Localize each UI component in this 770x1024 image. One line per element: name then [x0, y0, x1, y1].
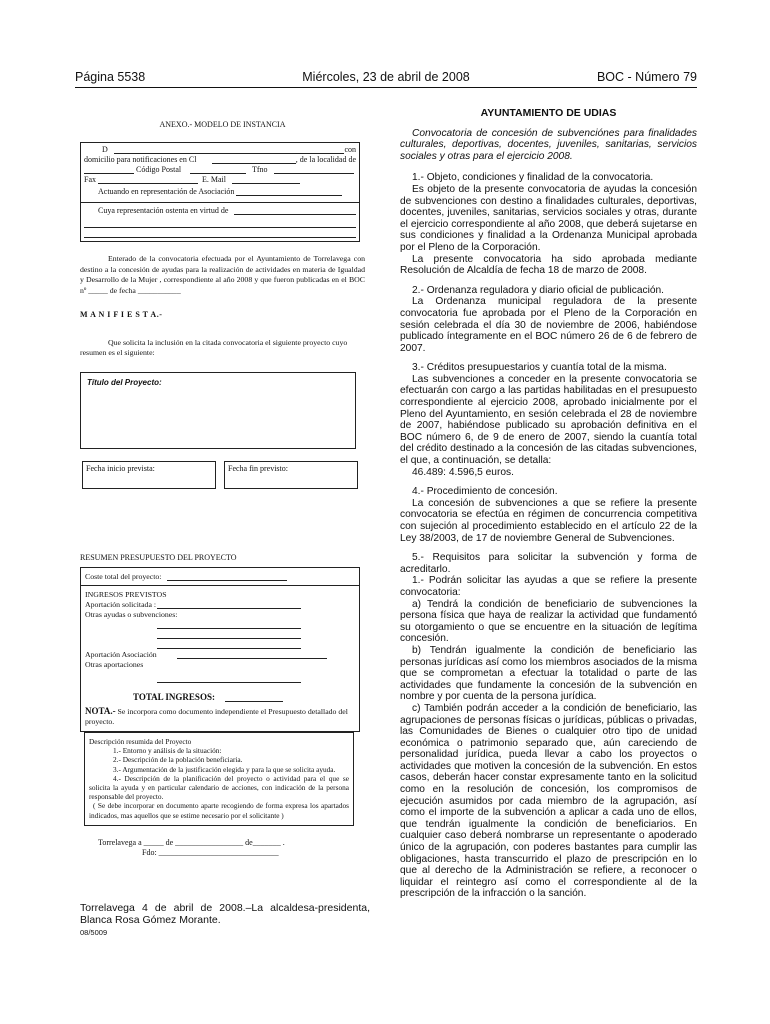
con-label: con [344, 145, 356, 154]
association-contribution-field[interactable] [177, 651, 327, 659]
requested-contribution-field[interactable] [157, 601, 301, 609]
enterado-paragraph: Enterado de la convocatoria efectuada por el Ayuntamiento de Torrelavega con destino a la concesión de ayudas para la realización de actividades en materia de Igualdad y Desarrollo de la Mujer , correspondiente al año 2008 y que fueron publicadas en el BOC nº _____ de fecha ___________ [80, 254, 365, 295]
section-paragraph: b) Tendrán igualmente la condición de beneficiario las personas jurídicas así como los miembros asociados de la misma que se comprometan a efectuar la totalidad o parte de las actividades que fundamente la concesión de la subvención en nombre y por cuenta de la persona jurídica. [400, 644, 697, 703]
d-label: D [102, 145, 108, 154]
signature-text: Torrelavega 4 de abril de 2008.–La alcaldesa-presidenta, Blanca Rosa Gómez Morante. [80, 902, 370, 926]
section-heading: 3.- Créditos presupuestarios y cuantía total de la misma. [412, 362, 667, 374]
tfno-label: Tfno [252, 165, 268, 174]
right-column [400, 108, 697, 900]
income-label: INGRESOS PREVISTOS [85, 590, 167, 599]
description-note: ( Se debe incorporar en documento aparte recogiendo de forma expresa los apartados indicados, mas aquellos que se estime necesario por el solicitante ) [89, 801, 349, 820]
annex-form [80, 120, 365, 858]
total-cost-label: Coste total del proyecto: [85, 572, 162, 581]
locality-field[interactable] [84, 166, 134, 174]
issue-number: BOC - Número 79 [596, 70, 697, 84]
description-item: 1.- Entorno y análisis de la situación: [113, 746, 222, 756]
email-label: E. Mail [202, 175, 226, 184]
address-field[interactable] [212, 156, 296, 164]
section-heading: 2.- Ordenanza reguladora y diario oficial de publicación. [412, 284, 665, 296]
fax-field[interactable] [98, 176, 198, 184]
association-field[interactable] [236, 188, 342, 196]
section-title: AYUNTAMIENTO DE UDIAS [480, 107, 617, 119]
description-box [84, 732, 354, 826]
end-date-label: Fecha fin previsto: [228, 464, 288, 473]
name-field[interactable] [114, 146, 344, 154]
representation-label: Actuando en representación de Asociación [98, 187, 235, 196]
convocatoria-subtitle: Convocatoria de concesión de subvenciónes para finalidades culturales, deportivas, docentes, juveniles, sanitarias, servicios sociales y otras para el ejercicio 2008. [400, 127, 697, 162]
section-heading: 5.- Requisitos para solicitar la subvención y forma de acreditarlo. [400, 552, 697, 575]
section-heading: 1.- Objeto, condiciones y finalidad de la convocatoria. [412, 172, 654, 184]
description-item: 4.- Descripción de la planificación del proyecto o actividad para el que se solicita la ayuda y en particular calendario de acciones, con indicación de la persona responsable del proyecto. [89, 773, 349, 802]
manifiesta-heading: M A N I F I E S T A.- [80, 310, 163, 319]
ostenta-field[interactable] [234, 207, 356, 215]
section-paragraph: Es objeto de la presente convocatoria de ayudas la concesión de subvenciones con destino a finalidades culturales, deportivas, docentes, juveniles, sanitarias, servicios sociales y otras, durante el ejercicio correspondiente al año 2008, que deberá sujetarse en sus condiciones y finalidad a la Ordenanza Municipal aprobada por el Pleno de la Corporación. [400, 183, 697, 253]
header-rule [75, 87, 697, 88]
description-title: Descripción resumida del Proyecto [89, 737, 192, 746]
project-title-label: Título del Proyecto: [87, 378, 162, 387]
ostenta-field-line-3[interactable] [84, 229, 356, 238]
section-heading: 4.- Procedimiento de concesión. [412, 486, 558, 498]
other-aid-field-1[interactable] [157, 621, 301, 629]
note [85, 706, 355, 727]
section-paragraph: La Ordenanza municipal reguladora de la presente convocatoria fue aprobada por el Pleno de la Corporación en sesión celebrada el día 30 de noviembre de 2006, habiéndose publicado íntegramente en el BOC número 26 de 6 de febrero de 2007. [400, 296, 697, 354]
section-paragraph: 1.- Podrán solicitar las ayudas a que se refiere la presente convocatoria: [400, 575, 697, 598]
other-contributions-label: Otras aportaciones [85, 660, 144, 669]
domicilio-label: domicilio para notificaciones en Cl [84, 155, 197, 164]
section-paragraph: Las subvenciones a conceder en la presente convocatoria se efectuarán con cargo a las partidas habilitadas en el presupuesto correspondiente al ejercicio 2008, aprobado inicialmente por el Pleno del Ayuntamiento, en sesión celebrada el 28 de noviembre de 2007, habiéndose publicado su aprobación definitiva en el BOC número 6, de 9 de enero de 2007, siendo la cuantía total del crédito destinado a la concesión de las citadas subvenciones, el que, a continuación, se detalla: [400, 373, 697, 467]
section-paragraph: La concesión de subvenciones a que se refiere la presente convocatoria se efectúa en régimen de concurrencia competitiva con sujeción al procedimiento establecido en el artículo 22 de la Ley 38/2003, de 17 de noviembre General de Subvenciones. [400, 497, 697, 544]
localidad-label: , de la localidad de [295, 155, 356, 164]
email-field[interactable] [232, 176, 300, 184]
project-title-box[interactable] [80, 372, 356, 449]
other-contributions-field[interactable] [157, 675, 301, 683]
ostenta-label: Cuya representación ostenta en virtud de [98, 206, 229, 215]
section-paragraph: c) También podrán acceder a la condición de beneficiario, las agrupaciones de personas físicas o jurídicas, públicas o privadas, las Comunidades de Bienes o cualquier otro tipo de unidad económica o patrimonio separado que, aún careciendo de personalidad jurídica, pueda llevar a cabo los proyectos o actividades que motiven la concesión de la subvención. En estos casos, deberán hacer constar expresamente tanto en la solicitud como en la resolución de concesión, los compromisos de ejecución asumidos por cada miembro de la agrupación, así como el importe de la subvención a aplicar a cada uno de ellos, que tendrán igualmente la condición de beneficiarios. En cualquier caso deberá nombrarse un representante o apoderado único de la agrupación, con poderes bastantes para cumplir las obligaciones, hasta transcurrido el plazo de prescripción en lo que al derecho de la Administración se refiere, a reconocer o liquidar el reintegro así como el correspondiente al de la prescripción de la infracción o la sanción. [400, 702, 697, 900]
page-header [75, 70, 697, 86]
section-paragraph: 46.489: 4.596,5 euros. [412, 466, 514, 478]
page-number: Página 5538 [75, 70, 146, 84]
postal-code-field[interactable] [190, 166, 246, 174]
publication-date: Miércoles, 23 de abril de 2008 [302, 70, 470, 84]
total-cost-field[interactable] [167, 573, 287, 581]
annex-title: ANEXO.- MODELO DE INSTANCIA [159, 120, 286, 129]
ostenta-field-line-2[interactable] [84, 219, 356, 228]
section-paragraph: a) Tendrá la condición de beneficiario de subvenciones la persona física que haya de realizar la actividad que fundamentó su otorgamiento o que se encuentre en la situación de legítima concesión. [400, 598, 697, 645]
budget-title: RESUMEN PRESUPUESTO DEL PROYECTO [80, 553, 237, 562]
fax-label: Fax [84, 175, 96, 184]
description-item: 3.- Argumentación de la justificación elegida y para la que se solicita ayuda. [113, 764, 336, 774]
note-label: NOTA.- [85, 706, 116, 716]
section-paragraph: La presente convocatoria ha sido aprobada mediante Resolución de Alcaldía de fecha 18 de marzo de 2008. [400, 253, 697, 277]
place-date-line: Torrelavega a _____ de _________________ de_______ . [98, 837, 285, 847]
budget-box [80, 567, 360, 732]
description-item: 2.- Descripción de la población beneficiaria. [113, 755, 243, 765]
document-reference: 08/5009 [80, 928, 108, 937]
dates-row [80, 461, 365, 489]
association-contribution-label: Aportación Asociación [85, 650, 157, 659]
total-income-label: TOTAL INGRESOS: [133, 692, 215, 702]
other-aid-label: Otras ayudas o subvenciones: [85, 610, 178, 619]
cp-label: Código Postal [136, 165, 182, 174]
signature-block [80, 902, 370, 939]
total-income-field[interactable] [225, 694, 283, 702]
end-date-box[interactable] [224, 461, 358, 489]
start-date-label: Fecha inicio prevista: [86, 464, 155, 473]
signature-line: Fdo: ______________________________ [142, 847, 279, 857]
other-aid-field-2[interactable] [157, 631, 301, 639]
note-text: Se incorpora como documento independiente el Presupuesto detallado del proyecto. [85, 707, 348, 726]
other-aid-field-3[interactable] [157, 641, 301, 649]
phone-field[interactable] [274, 166, 354, 174]
solicita-paragraph: Que solicita la inclusión en la citada convocatoria el siguiente proyecto cuyo resumen es el siguiente: [80, 338, 348, 357]
start-date-box[interactable] [82, 461, 216, 489]
applicant-box [80, 142, 360, 242]
requested-contribution-label: Aportación solicitada : [85, 600, 157, 609]
